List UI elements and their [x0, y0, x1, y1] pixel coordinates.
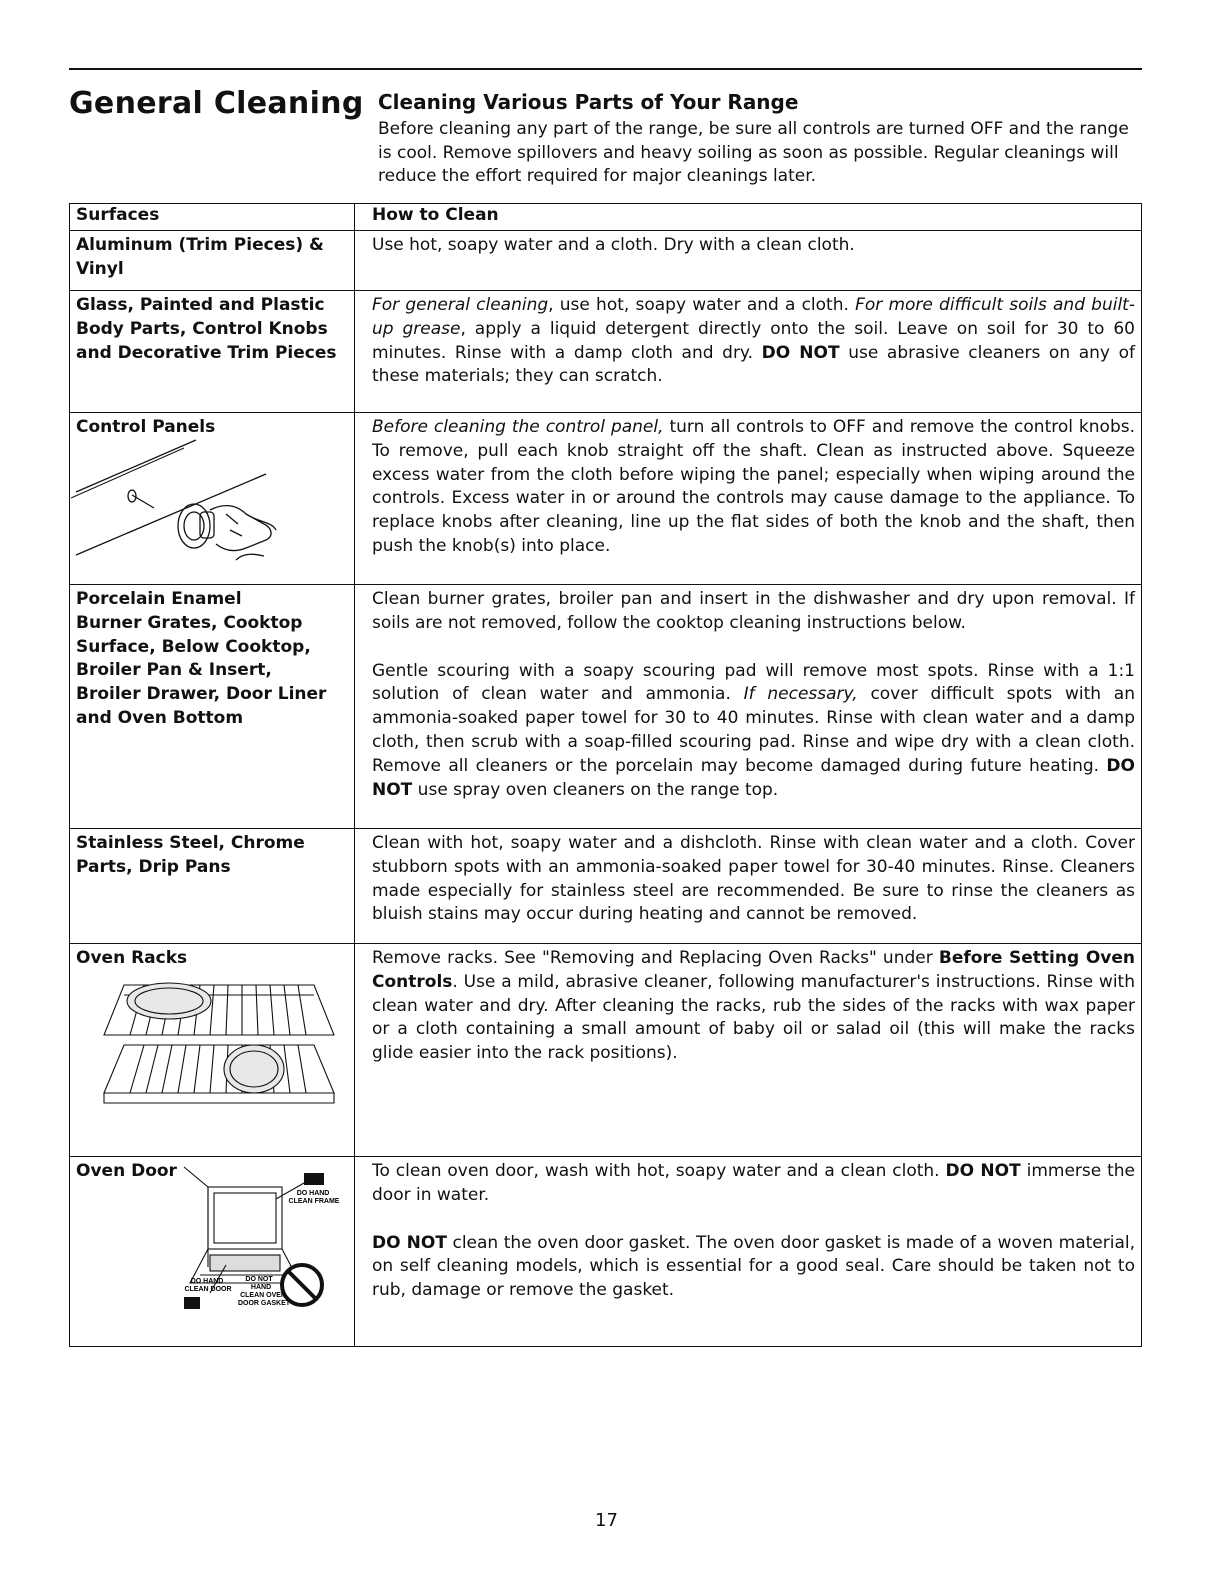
text-run: Remove racks. See "Removing and Replacing Oven Racks" under [372, 948, 939, 968]
text-run: Use hot, soapy water and a cloth. Dry with a clean cloth. [372, 235, 855, 255]
instructions-cell [355, 291, 1142, 413]
surface-sublabel: Burner Grates, Cooktop Surface, Below Cooktop, Broiler Pan & Insert, Broiler Drawer, Door Liner and Oven Bottom [76, 612, 327, 728]
instructions-cell [355, 585, 1142, 829]
surfaces-header: Surfaces [70, 204, 355, 231]
bold-text: DO NOT [372, 755, 1135, 800]
surface-label: Porcelain Enamel [76, 589, 242, 609]
surface-cell [70, 413, 355, 585]
cleaning-table [69, 203, 1142, 1347]
text-run: turn all controls to OFF and remove the control knobs. To remove, pull each knob straight off the shaft. Clean as instructed above. Squeeze excess water from the cloth before wiping the panel; especially when wiping around the controls. Excess water in or around the controls may cause damage to the appliance. To replace knobs after cleaning, line up the flat sides of both the knob and the shaft, then push the knob(s) into place. [372, 417, 1135, 556]
surface-cell [70, 944, 355, 1157]
instructions-cell [355, 413, 1142, 585]
page-title: General Cleaning [69, 86, 364, 121]
instruction-paragraph [372, 660, 1135, 803]
instruction-paragraph [372, 1160, 1135, 1208]
bold-text: Before Setting Oven Controls [372, 948, 1135, 992]
instructions-cell [355, 829, 1142, 944]
table-row [70, 944, 1142, 1157]
instruction-paragraph [372, 947, 1135, 1066]
text-run: cover difficult spots with an ammonia-soaked paper towel for 30 to 40 minutes. Rinse with clean water and a damp cloth, then scrub with a soap-filled scouring pad. Rinse and wipe dry with a clean cloth. Remove all cleaners or the porcelain may become damaged during future heating. [372, 684, 1135, 776]
text-run: use spray oven cleaners on the range top. [412, 779, 779, 800]
gasket-warning-label: DO NOT HAND CLEAN OVEN DOOR GASKET [237, 1276, 291, 1307]
table-row [70, 413, 1142, 585]
surface-cell [70, 585, 355, 829]
instruction-paragraph [372, 832, 1135, 927]
intro-text: Before cleaning any part of the range, be sure all controls are turned OFF and the range is cool. Remove spillovers and heavy soiling as soon as possible. Regular cleanings will reduce the effort required for major cleanings later. [378, 119, 1129, 186]
text-run: To clean oven door, wash with hot, soapy water and a clean cloth. [372, 1161, 946, 1181]
text-run: clean the oven door gasket. The oven door gasket is made of a woven material, on self cleaning models, which is essential for a good seal. Care should be taken not to rub, damage or remove the gasket. [372, 1232, 1135, 1301]
table-row [70, 291, 1142, 413]
surface-label: Glass, Painted and Plastic Body Parts, Control Knobs and Decorative Trim Pieces [76, 295, 337, 363]
control-panel-illustration [76, 440, 286, 560]
surface-cell [70, 829, 355, 944]
surface-cell [70, 1157, 355, 1347]
surface-label: Oven Door [76, 1161, 177, 1181]
instruction-paragraph [372, 416, 1135, 559]
table-row [70, 829, 1142, 944]
bold-text: DO NOT [761, 342, 840, 363]
oven-racks-illustration [94, 975, 344, 1115]
table-row [70, 1157, 1142, 1347]
text-run: , use hot, soapy water and a cloth. [548, 295, 856, 315]
text-run: Clean with hot, soapy water and a dishcloth. Rinse with clean water and a cloth. Cover stubborn spots with an ammonia-soaked paper towel for 30-40 minutes. Rinse. Cleaners made especially for stainless steel are recommended. Be sure to rinse the cleaners as bluish stains may occur during heating and cannot be removed. [372, 833, 1135, 925]
instructions-cell [355, 231, 1142, 291]
clean-door-label: DO HAND CLEAN DOOR [184, 1278, 232, 1293]
page-number: 17 [595, 1510, 618, 1531]
text-run: Clean burner grates, broiler pan and insert in the dishwasher and dry upon removal. If soils are not removed, follow the cooktop cleaning instructions below. [372, 589, 1135, 633]
oven-door-illustration [180, 1163, 340, 1313]
instruction-paragraph [372, 588, 1135, 636]
how-to-clean-header: How to Clean [355, 204, 1142, 231]
surface-label: Oven Racks [76, 948, 188, 968]
text-run: use abrasive cleaners on any of these materials; they can scratch. [372, 342, 1135, 387]
text-run: , apply a liquid detergent directly onto the soil. Leave on soil for 30 to 60 minutes. Rinse with a damp cloth and dry. [372, 318, 1135, 363]
section-title: Cleaning Various Parts of Your Range [378, 90, 799, 114]
clean-frame-label: DO HAND CLEAN FRAME [288, 1190, 340, 1205]
surface-label: Stainless Steel, Chrome Parts, Drip Pans [76, 833, 305, 877]
bold-text: DO NOT [372, 1232, 447, 1253]
italic-text: For more difficult soils and built-up grease [372, 295, 1135, 339]
surface-label: Control Panels [76, 417, 216, 437]
table-header-row [70, 204, 1142, 231]
italic-text: For general cleaning [372, 295, 549, 315]
text-run: Gentle scouring with a soapy scouring pad will remove most spots. Rinse with a 1:1 solution of clean water and ammonia. [372, 660, 1135, 705]
text-run: . Use a mild, abrasive cleaner, following manufacturer's instructions. Rinse with clean water and dry. After cleaning the racks, rub the sides of the racks with wax paper or a cloth containing a small amount of baby oil or salad oil (this will make the racks glide easier into the rack positions). [372, 971, 1135, 1064]
table-row [70, 231, 1142, 291]
top-rule [69, 68, 1142, 70]
bold-text: DO NOT [945, 1161, 1021, 1181]
section-intro [378, 90, 1143, 189]
text-run: immerse the door in water. [372, 1161, 1135, 1205]
instruction-paragraph [372, 294, 1135, 389]
italic-text: If necessary, [743, 684, 858, 705]
surface-label: Aluminum (Trim Pieces) & Vinyl [76, 235, 324, 279]
instructions-cell [355, 944, 1142, 1157]
instruction-paragraph [372, 1232, 1135, 1303]
italic-text: Before cleaning the control panel, [372, 417, 664, 437]
surface-cell [70, 291, 355, 413]
surface-cell [70, 231, 355, 291]
instructions-cell [355, 1157, 1142, 1347]
table-row [70, 585, 1142, 829]
instruction-paragraph [372, 234, 1135, 258]
